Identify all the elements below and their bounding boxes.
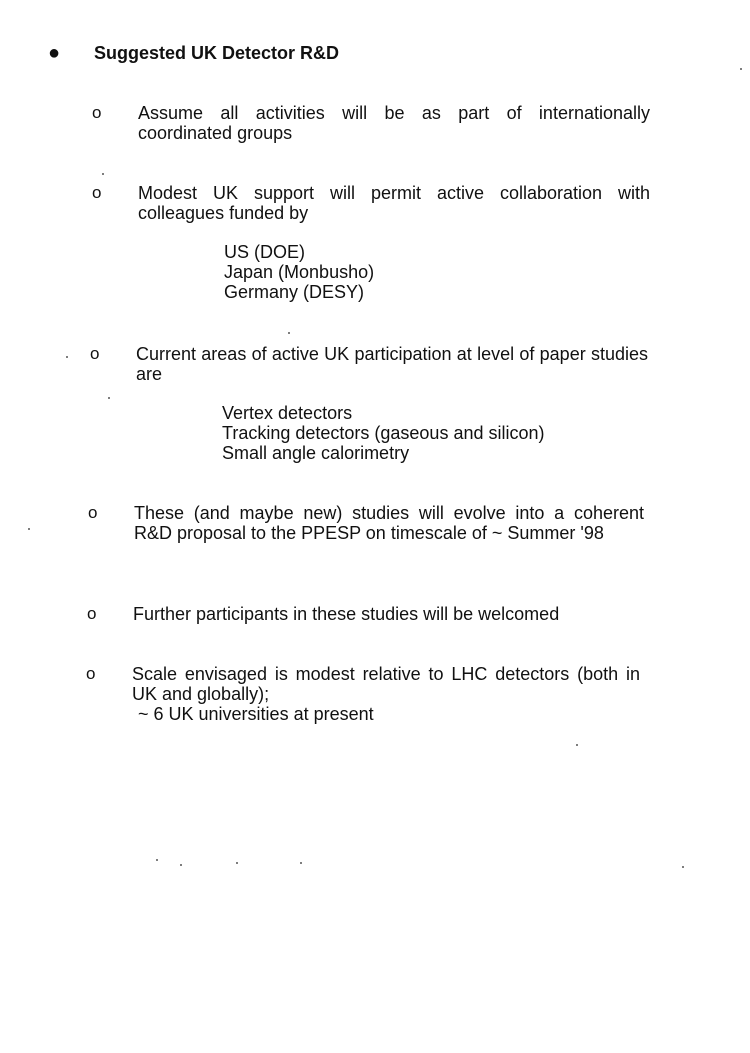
scan-speck	[236, 862, 238, 864]
sub-list-item: Japan (Monbusho)	[224, 262, 375, 282]
list-item-text: These (and maybe new) studies will evolve into a coherent R&D proposal to the PPESP on timescale of ~ Summer '98	[134, 503, 644, 543]
scan-speck	[28, 528, 30, 530]
sub-list-item: US (DOE)	[224, 242, 305, 262]
list-item-text-block	[132, 664, 640, 724]
scan-speck	[66, 356, 68, 358]
sub-list-item: Small angle calorimetry	[222, 443, 410, 463]
list-item-text: Current areas of active UK participation at level of paper studies are	[136, 344, 648, 384]
scan-speck	[288, 332, 290, 334]
sub-list-item: Tracking detectors (gaseous and silicon)	[222, 423, 545, 443]
scan-speck	[576, 744, 578, 746]
list-item-text: Assume all activities will be as part of internationally coordinated groups	[138, 103, 650, 143]
scan-speck	[156, 859, 158, 861]
list-marker-icon: o	[92, 103, 102, 122]
heading-row	[48, 40, 708, 70]
page-title: Suggested UK Detector R&D	[94, 43, 340, 63]
list-item-text: Scale envisaged is modest relative to LHC detectors (both in UK and globally);	[132, 664, 640, 704]
main-bullet-icon: ●	[48, 42, 61, 64]
funding-agencies-list	[224, 242, 374, 302]
scan-speck	[102, 173, 104, 175]
scan-speck	[682, 866, 684, 868]
sub-list-item: Germany (DESY)	[224, 282, 365, 302]
scan-speck	[300, 862, 302, 864]
list-marker-icon: o	[86, 664, 96, 683]
list-item-text: Further participants in these studies will be welcomed	[133, 604, 560, 624]
list-marker-icon: o	[88, 503, 98, 522]
scan-speck	[108, 397, 110, 399]
scan-speck	[740, 68, 742, 70]
list-item-tail-text: ~ 6 UK universities at present	[138, 704, 374, 724]
participation-areas-list	[222, 403, 545, 463]
list-item-text: Modest UK support will permit active collaboration with colleagues funded by	[138, 183, 650, 223]
sub-list-item: Vertex detectors	[222, 403, 353, 423]
list-marker-icon: o	[87, 604, 97, 623]
scan-speck	[180, 864, 182, 866]
list-marker-icon: o	[90, 344, 100, 363]
list-marker-icon: o	[92, 183, 102, 202]
